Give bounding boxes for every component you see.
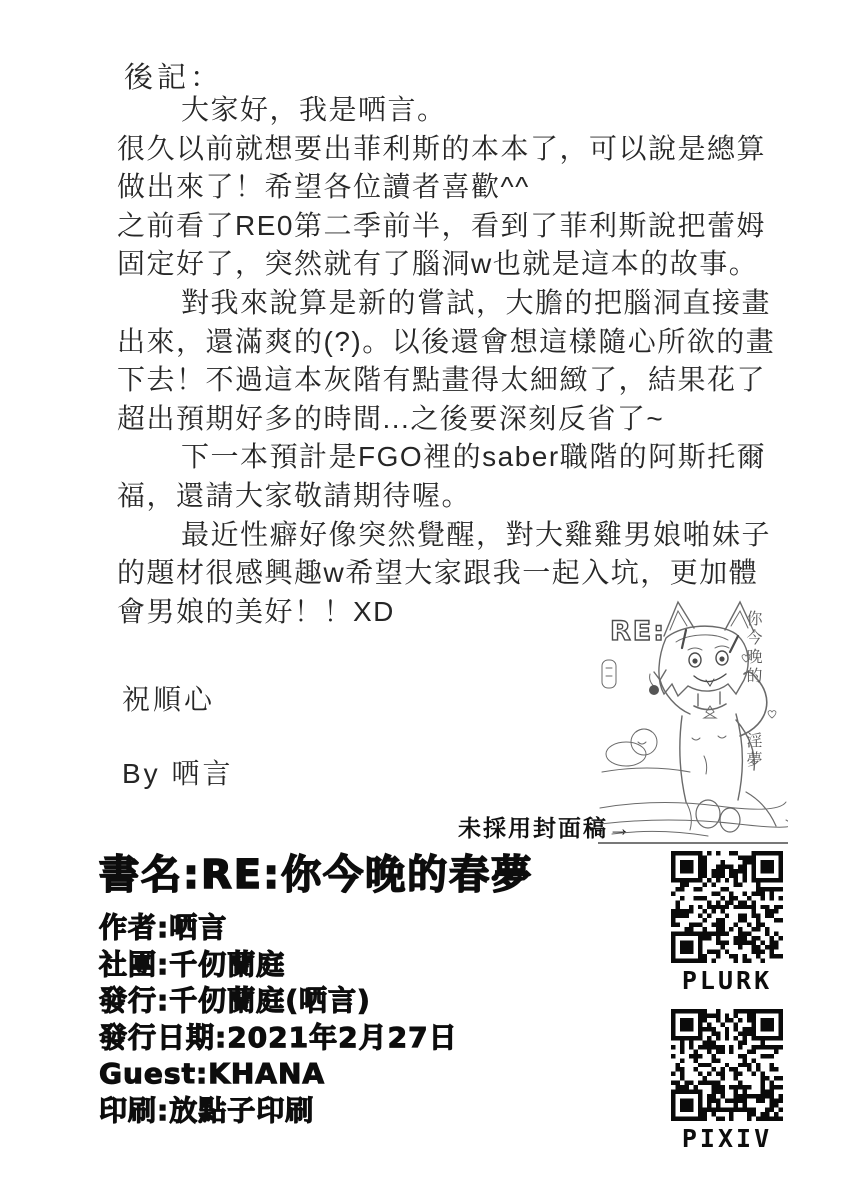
pixiv-qr-code (671, 1009, 783, 1121)
sketch-vertical-title (744, 610, 760, 830)
afterword-line: 最近性癖好像突然覺醒，對大雞雞男娘啪妹子 (181, 518, 772, 550)
afterword-line: 下去！不過這本灰階有點畫得太細緻了，結果花了 (117, 364, 767, 396)
afterword-line: 的題材很感興趣w希望大家跟我一起入坑，更加體 (117, 557, 759, 589)
sketch-re-label: RE: (610, 616, 667, 647)
heart-icon (768, 711, 776, 719)
star-pendant-icon (704, 706, 716, 718)
sketch-vertical-title-top: 你今晚的 (744, 610, 761, 686)
unused-cover-sketch (598, 596, 788, 844)
afterword-line: 之前看了RE0第二季前半，看到了菲利斯說把蕾姆 (117, 209, 766, 241)
sketch-vertical-title-bottom: 淫夢 (744, 732, 761, 770)
afterword-line: 對我來說算是新的嘗試，大膽的把腦洞直接畫 (181, 286, 772, 318)
afterword-line: 固定好了，突然就有了腦洞w也就是這本的故事。 (117, 248, 759, 280)
colophon-date: 發行日期:2021年2月27日 (99, 1020, 458, 1054)
colophon-author: 作者:哂言 (99, 911, 228, 944)
colophon-circle: 社團:千仞蘭庭 (99, 947, 286, 981)
pixiv-qr-label: PIXIV (681, 1124, 773, 1153)
closing-wish: 祝順心 (122, 684, 216, 715)
colophon-guest: Guest:KHANA (99, 1057, 326, 1090)
cherry-icon (649, 685, 659, 695)
afterword-line: 超出預期好多的時間...之後要深刻反省了~ (117, 402, 665, 434)
afterword-heading: 後記： (124, 62, 224, 94)
colophon-printer: 印刷:放點子印刷 (99, 1093, 315, 1127)
plurk-qr-code (671, 851, 783, 963)
colophon (99, 843, 659, 1129)
afterword-line: 出來，還滿爽的(?)。以後還會想這樣隨心所欲的畫 (117, 325, 776, 357)
book-title: 書名:RE:你今晚的春夢 (99, 852, 534, 898)
afterword-line: 很久以前就想要出菲利斯的本本了，可以說是總算 (117, 132, 767, 164)
afterword-line: 福，還請大家敬請期待喔。 (117, 479, 472, 511)
unused-cover-caption: 未採用封面稿→ (458, 816, 633, 841)
afterword-body (117, 88, 789, 628)
plurk-qr-label: PLURK (681, 966, 773, 995)
afterword-line: 大家好，我是哂言。 (181, 94, 447, 125)
colophon-publisher: 發行:千仞蘭庭(哂言) (99, 984, 371, 1017)
author-byline: By 哂言 (122, 758, 234, 789)
afterword-line: 做出來了！希望各位讀者喜歡^^ (117, 171, 530, 203)
afterword-line: 會男娘的美好！！XD (117, 595, 395, 627)
afterword-line: 下一本預計是FGO裡的saber職階的阿斯托爾 (181, 441, 767, 473)
